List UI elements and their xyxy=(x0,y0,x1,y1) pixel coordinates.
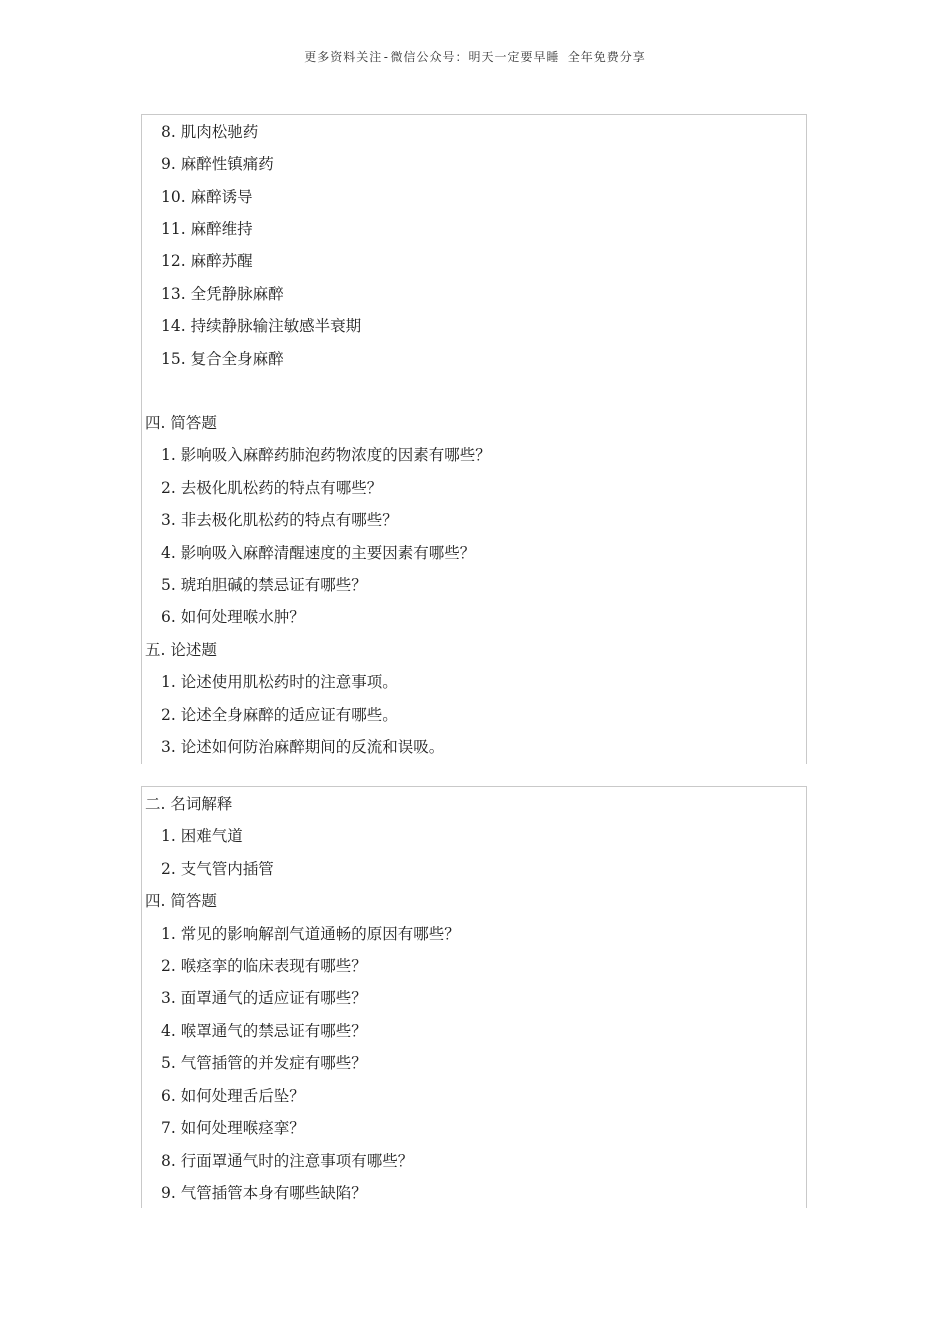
list-item: 3. 面罩通气的适应证有哪些？ xyxy=(161,989,367,1007)
list-item: 1. 影响吸入麻醉药肺泡药物浓度的因素有哪些？ xyxy=(161,446,491,464)
list-item: 1. 论述使用肌松药时的注意事项。 xyxy=(161,673,398,691)
question-panel-2 xyxy=(141,786,807,1208)
list-item: 9. 麻醉性镇痛药 xyxy=(161,155,274,173)
section-heading-essay: 五. 论述题 xyxy=(145,641,217,659)
list-item: 3. 非去极化肌松药的特点有哪些？ xyxy=(161,511,398,529)
list-item: 10. 麻醉诱导 xyxy=(161,188,253,206)
list-item: 14. 持续静脉输注敏感半衰期 xyxy=(161,317,362,335)
list-item: 6. 如何处理喉水肿？ xyxy=(161,608,305,626)
list-item: 2. 论述全身麻醉的适应证有哪些。 xyxy=(161,706,398,724)
list-item: 1. 常见的影响解剖气道通畅的原因有哪些？ xyxy=(161,925,460,943)
list-item: 1. 困难气道 xyxy=(161,827,243,845)
list-item: 2. 喉痉挛的临床表现有哪些？ xyxy=(161,957,367,975)
list-item: 13. 全凭静脉麻醉 xyxy=(161,285,284,303)
list-item: 5. 气管插管的并发症有哪些？ xyxy=(161,1054,367,1072)
list-item: 3. 论述如何防治麻醉期间的反流和误吸。 xyxy=(161,738,445,756)
question-panel-1 xyxy=(141,114,807,764)
list-item: 9. 气管插管本身有哪些缺陷？ xyxy=(161,1184,367,1202)
list-item: 11. 麻醉维持 xyxy=(161,220,253,238)
list-item: 7. 如何处理喉痉挛？ xyxy=(161,1119,305,1137)
list-item: 4. 喉罩通气的禁忌证有哪些？ xyxy=(161,1022,367,1040)
section-heading-terms: 二. 名词解释 xyxy=(145,795,233,813)
list-item: 2. 去极化肌松药的特点有哪些？ xyxy=(161,479,383,497)
page-header-note: 更多资料关注-微信公众号：明天一定要早睡 全年免费分享 xyxy=(304,50,646,64)
section-heading-short-answer: 四. 简答题 xyxy=(145,892,217,910)
list-item: 15. 复合全身麻醉 xyxy=(161,350,284,368)
list-item: 4. 影响吸入麻醉清醒速度的主要因素有哪些？ xyxy=(161,544,476,562)
section-heading-short-answer: 四. 简答题 xyxy=(145,414,217,432)
list-item: 8. 行面罩通气时的注意事项有哪些？ xyxy=(161,1152,414,1170)
list-item: 8. 肌肉松驰药 xyxy=(161,123,259,141)
list-item: 2. 支气管内插管 xyxy=(161,860,274,878)
list-item: 5. 琥珀胆碱的禁忌证有哪些？ xyxy=(161,576,367,594)
list-item: 6. 如何处理舌后坠？ xyxy=(161,1087,305,1105)
list-item: 12. 麻醉苏醒 xyxy=(161,252,253,270)
